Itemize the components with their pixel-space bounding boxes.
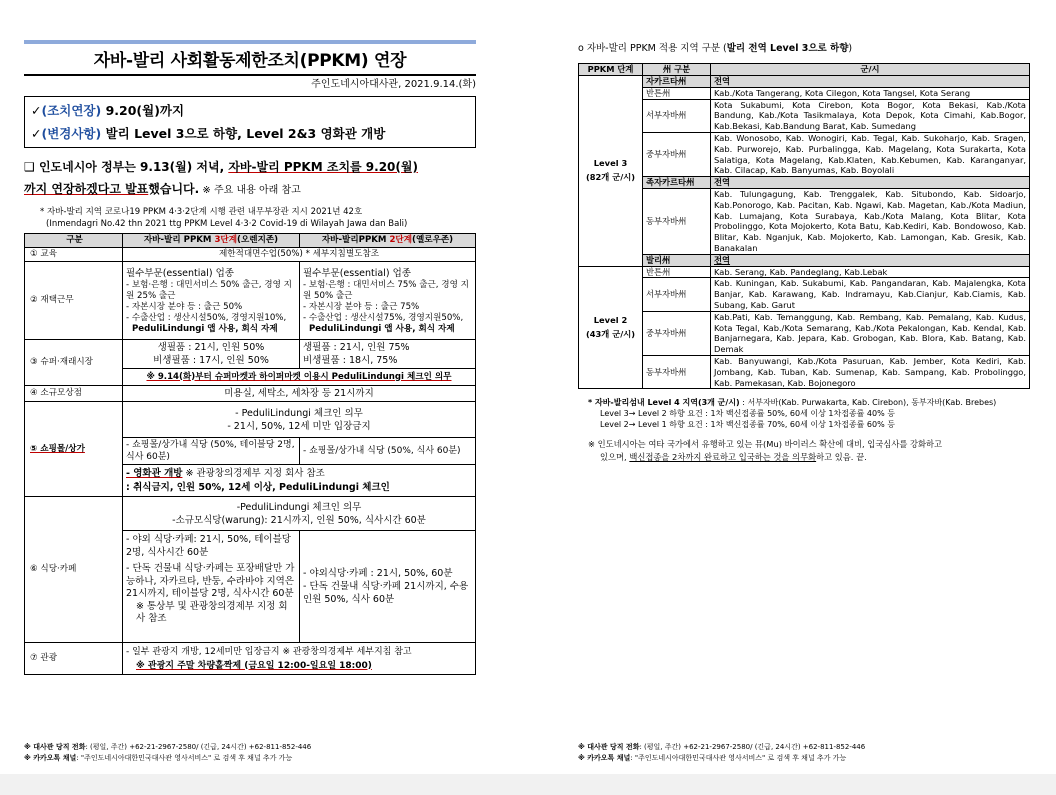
para-note: ※ 주요 내용 아래 참고 [199,185,301,196]
province-cell: 반튼州 [643,87,711,99]
contact-text: : (평일, 주간) +62-21-2967-2580/ (긴급, 24시간) +62-811-852-446 [85,743,312,751]
check-icon: ✓ [31,126,42,141]
cities-text: Kab. Wonosobo, Kab. Wonogiri, Kab. Tegal, Kab. Sukoharjo, Kab. Sragen, Kab. Purworejo, Kab. Purbalingga, Kab. Magelang, Kota Surakarta, Kota Salatiga, Kota Magelang, Kab.Klaten, Kab.Kebumen, Kab. Karanganyar, Kab. Cilacap, Kab. Banyumas, Kab. Boyolali [714,132,1026,176]
level-cell [579,266,643,389]
cities-cell [711,87,1030,99]
cities-text: 전역 [714,177,731,188]
contact-text: : "주인도네시아대한민국대사관 영사서비스" 로 검색 후 채널 추가 가능 [630,754,847,762]
cell-line-bold: PeduliLindungi 앱 사용, 회식 자제 [132,323,278,334]
cities-cell [711,76,1030,88]
document-title: 자바-발리 사회활동제한조치(PPKM) 연장 [24,44,476,76]
para-underlined: 까지 연장하겠다고 발표 [24,182,149,196]
table-row [25,340,476,369]
row-label: ② 재택근무 [25,262,123,340]
cities-text: Kab. Banyuwangi, Kab./Kota Pasuruan, Kab. Jember, Kota Kediri, Kab. Jombang, Kab. Tuban, Kab. Sumenap, Kab. Sampang, Kab. Probolinggo, Kab. Pamekasan, Kab. Bojonegoro [714,355,1026,388]
notice-tag: (변경사항) [41,126,102,141]
cell-line: - 단독 건물내 식당·카페는 포장배달만 가능하나, 자카르타, 반둥, 수라바야 지역은 21시까지, 테이블당 2명, 식사시간 60분 [126,563,295,599]
page-footer-band [0,774,1056,795]
table-row [579,355,1030,388]
header-text: 자바-발리 PPKM [143,235,215,245]
cities-cell [711,177,1030,189]
province-cell: 동부자바州 [643,188,711,254]
contact-label: ※ 카카오톡 채널 [578,754,631,762]
province-cell: 자카르타州 [643,76,711,88]
cinema-label: - 영화관 개방 [126,467,183,479]
cities-text: Kab.Pati, Kab. Temanggung, Kab. Rembang, Kab. Pemalang, Kab. Kudus, Kota Tegal, Kab./Kota Semarang, Kab./Kota Pekalongan, Kab. Kendal, Kab. Banjarnegara, Kab. Jepara, Kab. Grobogan, Kab. Blora, Kab. Batang, Kab. Demak [714,311,1026,355]
cities-cell [711,311,1030,355]
table-row [579,254,1030,266]
table-header-row [25,234,476,248]
cities-text: Kota Sukabumi, Kota Cirebon, Kota Bogor, Kota Bekasi, Kab./Kota Bandung, Kab./Kota Tasikmalaya, Kota Depok, Kota Cimahi, Kab.Bogor, Kab.Bekasi, Kab.Bandung Barat, Kab. Sumedang [714,99,1026,132]
notice-box [24,96,476,148]
header-zone: (오렌지존) [237,235,279,245]
row-label: ① 교육 [25,248,123,262]
contact-phone [578,742,865,753]
province-cell: 반튼州 [643,266,711,278]
level-name: Level 2 [593,315,628,326]
notice-line-1 [31,99,469,122]
table-row [579,177,1030,189]
cell-line: 필수부문(essential) 업종 [126,267,234,279]
row-cell: 미용실, 세탁소, 세차장 등 21시까지 [123,386,476,402]
para-text: 했습니다. [148,182,200,196]
cities-cell [711,254,1030,266]
right-contact [578,742,865,764]
main-paragraph [24,156,476,202]
row-cell [123,531,300,643]
province-cell: 발리州 [643,254,711,266]
row-label: ⑥ 식당·카페 [25,497,123,643]
table-row [579,311,1030,355]
cell-line: - 야외 식당·카페: 21시, 50%, 테이블당 2명, 식사시간 60분 [126,534,291,558]
note-line: ※ 인도네시아는 여타 국가에서 유행하고 있는 뮤(Mu) 바이러스 확산에 대비, 입국심사를 강화하고 [588,439,943,450]
cell-line: -소규모식당(warung): 21시까지, 인원 50%, 식사시간 60분 [172,514,426,526]
cell-line: - 단독 건물내 식당·카페 21시까지, 수용인원 50%, 식사 60분 [303,581,469,605]
notice-tag: (조치연장) [41,103,102,118]
cities-cell [711,99,1030,132]
contact-text: : (평일, 주간) +62-21-2967-2580/ (긴급, 24시간) +62-811-852-446 [639,743,866,751]
cell-line: - PeduliLindungi 체크인 의무 [235,407,363,419]
square-bullet-icon: ❑ [24,160,35,174]
table-row [25,497,476,531]
level-count: (43개 군/시) [585,328,636,339]
header-text: 자바-발리PPKM [321,235,390,245]
contact-label: ※ 대사관 당직 전화 [578,743,640,751]
table-row [579,132,1030,176]
table-row [579,99,1030,132]
table-row [25,262,476,340]
header-level: 3단계 [214,235,238,245]
row-cell [123,465,476,497]
header-level2 [300,234,476,248]
contact-label: ※ 대사관 당직 전화 [24,743,86,751]
row-cell [123,402,476,438]
notice-text: 9.20(월)까지 [101,103,185,118]
restrictions-table [24,233,476,675]
contact-kakao [24,753,311,764]
left-page [24,40,476,675]
cities-text: 전역 [714,254,731,265]
level-name: Level 3 [593,158,628,169]
row-label: ④ 소규모상점 [25,386,123,402]
table-row [579,266,1030,278]
row-label-text: ⑤ 쇼핑몰/상가 [30,443,85,454]
cities-text: Kab. Kuningan, Kab. Sukabumi, Kab. Pangandaran, Kab. Majalengka, Kota Banjar, Kab. Karawang, Kab. Indramayu, Kab.Cianjur, Kab.Ciamis, Kab. Subang, Kab. Garut [714,278,1026,310]
legal-reference-line-1: * 자바-발리 지역 코로나19 PPKM 4·3·2단계 시행 관련 내무부장관 지시 2021년 42호 [40,207,363,217]
cell-line: - 자본시장 분야 등 : 출근 50% [126,301,243,312]
cell-line: - 보험·은행 : 대민서비스 75% 출근, 경영 지원 50% 출근 [303,279,469,301]
cell-line: - 수출산업 : 생산시설75%, 경영지원50%, [303,312,464,323]
note-level4 [578,397,1030,408]
cell-line: 생필품 : 21시, 인원 75% [303,342,410,353]
cell-line: - 자본시장 분야 등 : 출근 75% [303,301,420,312]
header-level: 2단계 [389,235,413,245]
cities-text: Kab./Kota Tangerang, Kota Cilegon, Kota Tangsel, Kota Serang [714,87,971,98]
note-underlined: 백신접종을 2차까지 완료하고 입국하는 것을 의무화 [629,452,817,463]
cities-text: 전역 [714,76,731,86]
table-row [579,76,1030,88]
cities-cell [711,188,1030,254]
header-level: PPKM 단계 [579,64,643,76]
table-row [25,248,476,262]
cities-text: Kab. Serang, Kab. Pandeglang, Kab.Lebak [714,266,888,277]
region-heading [578,43,1030,63]
para-underlined: 자바-발리 PPKM 조치를 9.20(월) [228,160,418,174]
cell-line: 생필품 : 21시, 인원 50% [157,342,265,353]
right-page [578,43,1030,464]
row-cell [300,531,476,643]
cell-line: 필수부문(essential) 업종 [303,267,411,279]
table-row [25,402,476,438]
province-cell: 서부자바州 [643,278,711,311]
note-text: : 서부자바(Kab. Purwakarta, Kab. Cirebon), 동부자바(Kab. Brebes) [739,398,997,408]
row-label: ⑦ 관광 [25,643,123,675]
table-row [579,278,1030,311]
row-cell: - 쇼핑몰/상가내 식당 (50%, 식사 60분) [300,438,476,465]
cell-line: 비생필품 : 18시, 75% [303,355,398,366]
row-label [25,402,123,497]
contact-text: : "주인도네시아대한민국대사관 영사서비스" 로 검색 후 채널 추가 가능 [76,754,293,762]
cell-line: ※ 통상부 및 관광창의경제부 지정 회사 참조 [136,600,288,624]
header-category: 구분 [25,234,123,248]
row-cell [123,497,476,531]
note-text: 있으며, [600,452,630,463]
level-cell [579,76,643,267]
cities-cell [711,266,1030,278]
cell-line-bold: PeduliLindungi 앱 사용, 회식 자제 [309,323,455,334]
heading-text: o 자바-발리 PPKM 적용 지역 구분 ( [578,43,727,54]
table-row [579,87,1030,99]
region-table [578,63,1030,389]
cell-line: - 수출산업 : 생산시설50%, 경영지원10%, [126,312,287,323]
table-row [579,188,1030,254]
row-cell: 제한적대면수업(50%) * 세부지침별도참조 [123,248,476,262]
note-bold: * 자바-발리섬내 Level 4 지역(3개 군/시) [588,398,740,408]
cities-text: Kab. Tulungagung, Kab. Trenggalek, Kab. Situbondo, Kab. Sidoarjo, Kab.Ponorogo, Kab. Pacitan, Kab. Ngawi, Kab. Magetan, Kab./Kota Madiun, Kab. Lumajang, Kota Surabaya, Kab./Kota Malang, Kota Blitar, Kota Probolinggo, Kota Mojokerto, Kota Batu, Kab.Kediri, Kab. Bondowoso, Kab. Blitar, Kab. Nganjuk, Kab. Mojokerto, Kab. Lamongan, Kab. Gresik, Kab. Banakalan [714,188,1026,253]
row-cell [123,262,300,340]
notice-text: 발리 Level 3으로 하향, Level 2&3 영화관 개방 [101,126,386,141]
row-label: ③ 슈퍼·재래시장 [25,340,123,386]
province-cell: 족자카르타州 [643,177,711,189]
table-row [25,643,476,675]
heading-text: ) [848,43,853,54]
note-level3-to-2: Level 3→ Level 2 하향 요건 : 1차 백신접종률 50%, 60세 이상 1차접종률 40% 등 [600,409,895,419]
left-contact [24,742,311,764]
note-mu-variant [578,438,1030,464]
table-header-row [579,64,1030,76]
row-cell [123,340,300,369]
note-text: 하고 있음. 끝. [816,452,867,463]
contact-kakao [578,753,865,764]
region-notes [578,397,1030,464]
cell-line: - 보험·은행 : 대민서비스 50% 출근, 경영 지원 25% 출근 [126,279,292,301]
cinema-rule: : 취식금지, 인원 50%, 12세 이상, PeduliLindungi 체크인 [126,481,390,493]
province-cell: 동부자바州 [643,355,711,388]
cities-cell [711,278,1030,311]
cell-line: 비생필품 : 17시, 인원 50% [153,355,269,366]
row-cell [300,262,476,340]
contact-phone [24,742,311,753]
province-cell: 중부자바州 [643,132,711,176]
document-date: 주인도네시아대사관, 2021.9.14.(화) [311,79,476,90]
cell-line: - 야외식당·카페 : 21시, 50%, 60분 [303,568,453,579]
legal-reference-line-2: (Inmendagri No.42 thn 2021 ttg PPKM Level 4·3·2 Covid-19 di Wilayah Jawa dan Bali) [46,219,408,229]
header-zone: (옐로우존) [412,235,454,245]
row-cell: ※ 9.14(화)부터 슈퍼마켓과 하이퍼마켓 이용시 PeduliLindungi 체크인 의무 [123,369,476,386]
cell-line: - 21시, 50%, 12세 미만 입장금지 [227,420,371,432]
header-cities: 군/시 [711,64,1030,76]
row-cell: - 쇼핑몰/상가내 식당 (50%, 테이블당 2명, 식사 60분) [123,438,300,465]
table-row [25,386,476,402]
contact-label: ※ 카카오톡 채널 [24,754,77,762]
cell-line-bold: ※ 관광지 주말 차량홀짝제 (금요일 12:00-일요일 18:00) [136,660,372,671]
legal-reference [40,206,476,230]
cell-line: -PeduliLindungi 체크인 의무 [236,501,362,513]
level-count: (82개 군/시) [585,172,636,183]
province-cell: 중부자바州 [643,311,711,355]
note-level2-to-1: Level 2→ Level 1 하향 요건 : 1차 백신접종률 70%, 60세 이상 1차접종률 60% 등 [600,420,895,430]
cinema-note: ※ 관광창의경제부 지정 회사 참조 [182,467,325,479]
cities-cell [711,355,1030,388]
cell-line: - 일부 관광지 개방, 12세미만 입장금지 ※ 관광창의경제부 세부지침 참고 [126,646,412,657]
header-province: 州 구분 [643,64,711,76]
heading-bold: 발리 전역 Level 3으로 하향 [726,43,849,54]
province-cell: 서부자바州 [643,99,711,132]
header-level3 [123,234,300,248]
row-cell [123,643,476,675]
row-cell [300,340,476,369]
notice-line-2 [31,122,469,145]
cities-cell [711,132,1030,176]
para-text: 인도네시아 정부는 9.13(월) 저녁, [34,160,229,174]
check-icon: ✓ [31,103,42,118]
